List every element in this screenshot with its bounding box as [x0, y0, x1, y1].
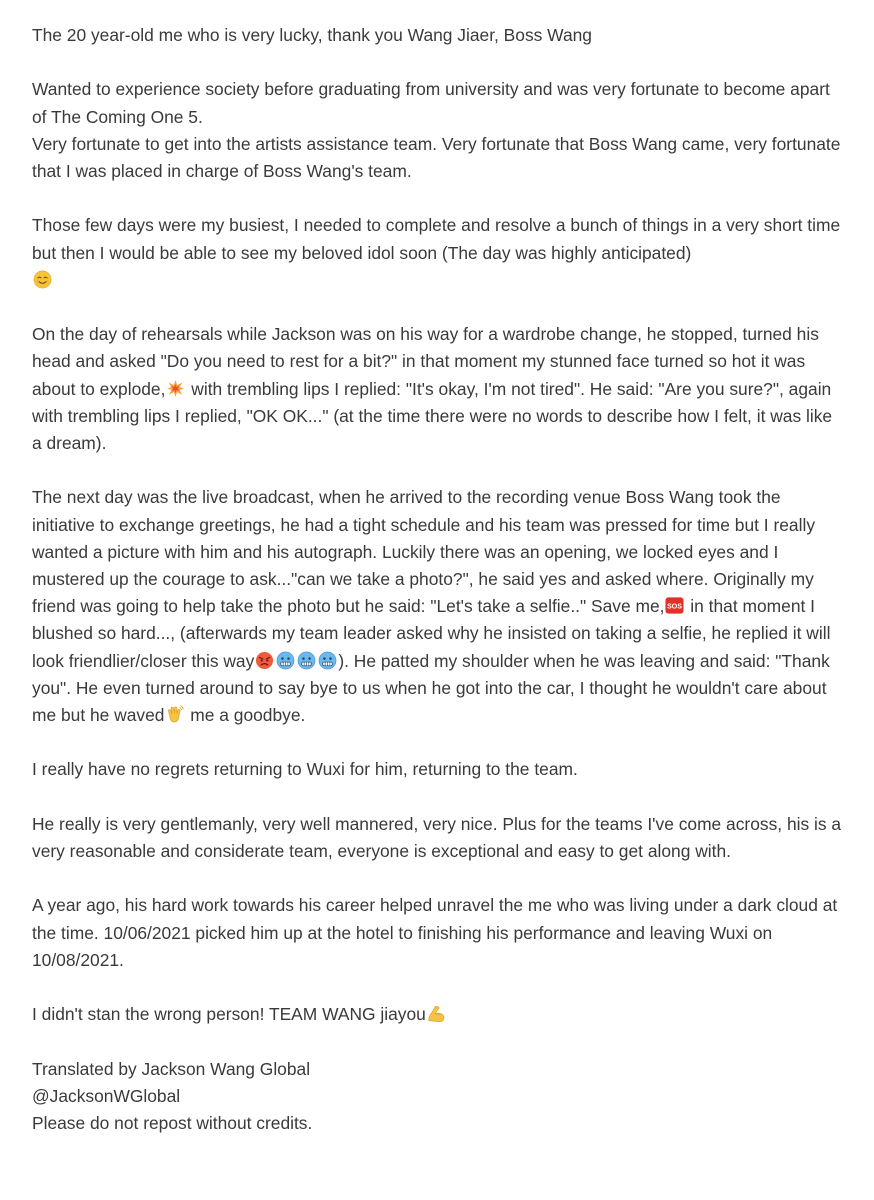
cold-face-icon — [318, 651, 337, 670]
paragraph-live-broadcast: The next day was the live broadcast, when he arrived to the recording venue Boss Wang took the initiative to exchange greetings, he had a tight schedule and his team was pressed for time but I really wanted a picture with him and his autograph. Luckily there was an opening, we locked eyes and I mustered up the courage to ask..."can we take a photo?", he said yes and asked where. Originally my friend was going to help take the photo but he said: "Let's take a selfie.." Save me, SOS in that moment I blushed so hard..., (afterwards my team leader asked why he insisted on taking a selfie, he replied it will look friendlier/closer this way ). He patted my shoulder when he was leaving and said: "Thank you". He even turned around to say bye to us when he got into the car, I thought he wouldn't care about me but he waved me a goodbye. — [32, 487, 831, 726]
paragraph-assistance-team: Very fortunate to get into the artists assistance team. Very fortunate that Boss Wang came, very fortunate that I was placed in charge of Boss Wang's team. — [32, 133, 841, 181]
sos-label: SOS — [667, 603, 683, 611]
post-title: The 20 year-old me who is very lucky, thank you Wang Jiaer, Boss Wang — [32, 25, 592, 45]
relieved-face-icon — [33, 270, 52, 289]
paragraph-team-wang: I didn't stan the wrong person! TEAM WANG jiayou — [32, 1001, 844, 1028]
angry-face-icon — [255, 651, 274, 670]
paragraph-intro: Wanted to experience society before graduating from university and was very fortunate to become apart of The Coming One 5. — [32, 79, 830, 127]
credit-notice: Please do not repost without credits. — [32, 1112, 313, 1133]
paragraph-gentlemanly: He really is very gentlemanly, very well mannered, very nice. Plus for the teams I've come across, his is a very reasonable and considerate team, everyone is exceptional and easy to get along with. — [32, 813, 842, 861]
paragraph-no-regrets: I really have no regrets returning to Wuxi for him, returning to the team. — [32, 759, 578, 780]
paragraph-rehearsal: On the day of rehearsals while Jackson was on his way for a wardrobe change, he stopped, turned his head and asked "Do you need to rest for a bit?" in that moment my stunned face turned so hot it was about to explode, with trembling lips I replied: "It's okay, I'm not tired". He said: "Are you sure?", again with trembling lips I replied, "OK OK..." (at the time there were no words to describe how I felt, it was like a dream). — [32, 324, 833, 453]
paragraph-busiest-days: Those few days were my busiest, I needed to complete and resolve a bunch of things in a very short time but then I would be able to see my beloved idol soon (The day was highly anticipated) — [32, 212, 844, 294]
credit-handle: @JacksonWGlobal — [32, 1085, 181, 1106]
sos-icon — [665, 596, 684, 615]
flexed-biceps-icon — [427, 1004, 446, 1023]
translation-credits — [32, 1056, 844, 1138]
collision-icon — [166, 379, 185, 398]
credit-translator: Translated by Jackson Wang Global — [32, 1058, 311, 1079]
paragraph-year-ago: A year ago, his hard work towards his career helped unravel the me who was living under a dark cloud at the time. 10/06/2021 picked him up at the hotel to finishing his performance and leaving Wuxi on 10/08/2021. — [32, 895, 838, 970]
cold-face-icon — [276, 651, 295, 670]
cold-face-icon — [297, 651, 316, 670]
waving-hand-icon — [165, 705, 184, 724]
